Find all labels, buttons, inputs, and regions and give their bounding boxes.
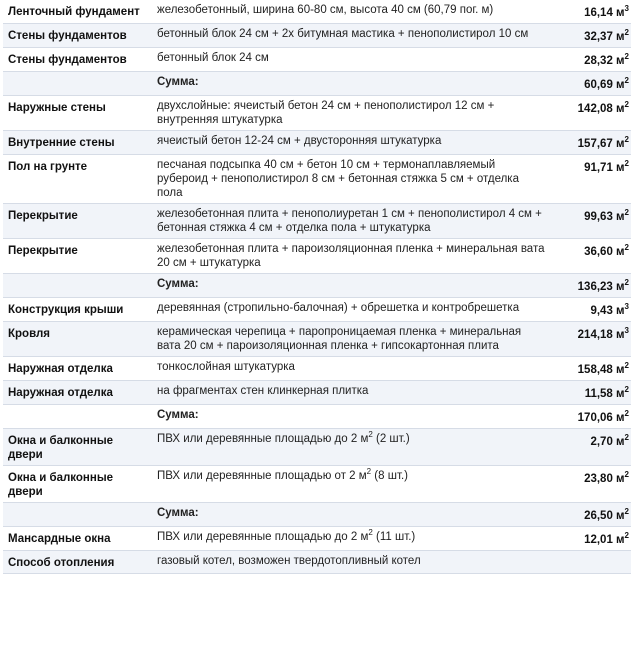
element-description bbox=[153, 24, 549, 48]
sum-row bbox=[3, 405, 631, 429]
description-text: бетонный блок 24 см + 2х битумная мастика + пенополистирол 10 см bbox=[157, 28, 529, 40]
description-text: керамическая черепица + паропроницаемая пленка + минеральная вата 20 см + пароизоляционная пленка + гипсокартонная плита bbox=[157, 326, 522, 352]
element-name: Перекрытие bbox=[3, 204, 153, 239]
table-row bbox=[3, 204, 631, 239]
element-value bbox=[549, 381, 631, 405]
value-text: 11,58 м bbox=[584, 388, 625, 400]
unit-exponent: 2 bbox=[624, 135, 629, 144]
table-row bbox=[3, 527, 631, 551]
element-name: Внутренние стены bbox=[3, 131, 153, 155]
unit-exponent: 2 bbox=[624, 433, 629, 442]
element-name: Наружная отделка bbox=[3, 381, 153, 405]
element-name: Пол на грунте bbox=[3, 155, 153, 204]
element-description bbox=[153, 551, 549, 574]
element-description bbox=[153, 204, 549, 239]
element-value bbox=[549, 155, 631, 204]
specification-table bbox=[3, 0, 631, 574]
unit-exponent: 2 bbox=[624, 243, 629, 252]
element-description bbox=[153, 298, 549, 322]
description-text: двухслойные: ячеистый бетон 24 см + пенополистирол 12 см + внутренняя штукатурка bbox=[157, 100, 495, 126]
description-text: железобетонный, ширина 60-80 см, высота 40 см (60,79 пог. м) bbox=[157, 4, 494, 16]
description-text: тонкослойная штукатурка bbox=[157, 361, 295, 373]
element-name: Стены фундаментов bbox=[3, 48, 153, 72]
element-description bbox=[153, 466, 549, 503]
value-text: 36,60 м bbox=[584, 246, 625, 258]
table-row bbox=[3, 551, 631, 574]
sum-label bbox=[153, 503, 549, 527]
description-text: (8 шт.) bbox=[371, 470, 408, 482]
value-text: 136,23 м bbox=[577, 281, 625, 293]
element-value bbox=[549, 357, 631, 381]
value-text: 157,67 м bbox=[577, 138, 625, 150]
table-row bbox=[3, 131, 631, 155]
element-value bbox=[549, 24, 631, 48]
table-row bbox=[3, 429, 631, 466]
description-text: ПВХ или деревянные площадью до 2 м bbox=[157, 433, 369, 445]
unit-exponent: 2 bbox=[624, 208, 629, 217]
element-description bbox=[153, 0, 549, 24]
superscript: 2 bbox=[366, 467, 372, 476]
element-value bbox=[549, 48, 631, 72]
superscript: 2 bbox=[368, 528, 373, 537]
unit-exponent: 2 bbox=[624, 159, 629, 168]
unit-exponent: 2 bbox=[624, 52, 629, 61]
element-value bbox=[549, 429, 631, 466]
table-row bbox=[3, 96, 631, 131]
unit-exponent: 2 bbox=[624, 385, 629, 394]
description-text: на фрагментах стен клинкерная плитка bbox=[157, 385, 369, 397]
unit-exponent: 2 bbox=[624, 76, 629, 85]
element-name: Наружные стены bbox=[3, 96, 153, 131]
element-value bbox=[549, 527, 631, 551]
element-value bbox=[549, 131, 631, 155]
element-value bbox=[549, 405, 631, 429]
unit-exponent: 3 bbox=[624, 302, 629, 311]
element-name: Окна и балконные двери bbox=[3, 466, 153, 503]
element-name: Ленточный фундамент bbox=[3, 0, 153, 24]
element-name: Мансардные окна bbox=[3, 527, 153, 551]
element-description bbox=[153, 381, 549, 405]
element-value bbox=[549, 72, 631, 96]
element-value bbox=[549, 551, 631, 574]
table-row bbox=[3, 381, 631, 405]
element-value bbox=[549, 96, 631, 131]
sum-label bbox=[153, 72, 549, 96]
description-text: Сумма: bbox=[157, 409, 199, 421]
description-text: ПВХ или деревянные площадью до 2 м bbox=[157, 531, 369, 543]
table-row bbox=[3, 24, 631, 48]
unit-exponent: 2 bbox=[624, 507, 629, 516]
element-description bbox=[153, 131, 549, 155]
element-value bbox=[549, 503, 631, 527]
element-description bbox=[153, 429, 549, 466]
table-row bbox=[3, 466, 631, 503]
unit-exponent: 2 bbox=[624, 28, 629, 37]
value-text: 158,48 м bbox=[577, 364, 625, 376]
description-text: (2 шт.) bbox=[372, 433, 410, 445]
sum-row bbox=[3, 72, 631, 96]
element-name bbox=[3, 503, 153, 527]
table-row bbox=[3, 322, 631, 357]
element-name bbox=[3, 405, 153, 429]
unit-exponent: 2 bbox=[624, 278, 629, 287]
value-text: 9,43 м bbox=[590, 305, 625, 317]
element-description bbox=[153, 48, 549, 72]
element-description bbox=[153, 322, 549, 357]
table-row bbox=[3, 155, 631, 204]
superscript: 2 bbox=[368, 430, 373, 439]
element-value bbox=[549, 466, 631, 503]
element-description bbox=[153, 96, 549, 131]
description-text: (11 шт.) bbox=[372, 531, 416, 543]
element-value bbox=[549, 298, 631, 322]
value-text: 170,06 м bbox=[577, 412, 625, 424]
value-text: 26,50 м bbox=[584, 510, 625, 522]
table-row bbox=[3, 48, 631, 72]
unit-exponent: 2 bbox=[624, 409, 629, 418]
value-text: 2,70 м bbox=[590, 436, 625, 448]
element-value bbox=[549, 274, 631, 298]
element-name: Кровля bbox=[3, 322, 153, 357]
value-text: 142,08 м bbox=[577, 103, 625, 115]
description-text: газовый котел, возможен твердотопливный котел bbox=[157, 555, 421, 567]
unit-exponent: 3 bbox=[624, 326, 629, 335]
unit-exponent: 3 bbox=[624, 4, 629, 13]
element-description bbox=[153, 155, 549, 204]
element-value bbox=[549, 204, 631, 239]
sum-row bbox=[3, 503, 631, 527]
unit-exponent: 2 bbox=[624, 361, 629, 370]
element-description bbox=[153, 527, 549, 551]
element-value bbox=[549, 239, 631, 274]
table-row bbox=[3, 298, 631, 322]
value-text: 23,80 м bbox=[584, 473, 625, 485]
description-text: Сумма: bbox=[157, 76, 199, 88]
table-row bbox=[3, 0, 631, 24]
description-text: ячеистый бетон 12-24 см + двусторонняя штукатурка bbox=[157, 135, 442, 147]
description-text: бетонный блок 24 см bbox=[157, 52, 269, 64]
unit-exponent: 2 bbox=[624, 470, 629, 479]
value-text: 32,37 м bbox=[584, 31, 625, 43]
element-name: Способ отопления bbox=[3, 551, 153, 574]
description-text: Сумма: bbox=[157, 278, 199, 290]
element-name bbox=[3, 274, 153, 298]
table-row bbox=[3, 239, 631, 274]
specification-table-body bbox=[3, 0, 631, 574]
element-description bbox=[153, 357, 549, 381]
value-text: 60,69 м bbox=[584, 79, 625, 91]
element-name: Наружная отделка bbox=[3, 357, 153, 381]
description-text: песчаная подсыпка 40 см + бетон 10 см + термонаплавляемый рубероид + пенополистирол 8 см + бетонная стяжка 5 см + отделка пола bbox=[157, 159, 519, 199]
element-name: Окна и балконные двери bbox=[3, 429, 153, 466]
sum-label bbox=[153, 405, 549, 429]
sum-row bbox=[3, 274, 631, 298]
element-name: Перекрытие bbox=[3, 239, 153, 274]
element-value bbox=[549, 322, 631, 357]
value-text: 214,18 м bbox=[577, 329, 625, 341]
value-text: 12,01 м bbox=[584, 534, 625, 546]
value-text: 91,71 м bbox=[584, 162, 625, 174]
description-text: железобетонная плита + пароизоляционная пленка + минеральная вата 20 см + штукатурка bbox=[157, 243, 545, 269]
description-text: железобетонная плита + пенополиуретан 1 см + пенополистирол 4 см + бетонная стяжка 4 см + отделка пола + штукатурка bbox=[157, 208, 542, 234]
table-row bbox=[3, 357, 631, 381]
description-text: деревянная (стропильно-балочная) + обрешетка и контробрешетка bbox=[157, 302, 520, 314]
description-text: ПВХ или деревянные площадью от 2 м bbox=[157, 470, 367, 482]
element-name: Конструкция крыши bbox=[3, 298, 153, 322]
element-name: Стены фундаментов bbox=[3, 24, 153, 48]
sum-label bbox=[153, 274, 549, 298]
value-text: 28,32 м bbox=[584, 55, 625, 67]
unit-exponent: 2 bbox=[624, 100, 629, 109]
element-name bbox=[3, 72, 153, 96]
element-value bbox=[549, 0, 631, 24]
value-text: 16,14 м bbox=[584, 7, 625, 19]
element-description bbox=[153, 239, 549, 274]
value-text: 99,63 м bbox=[584, 211, 625, 223]
description-text: Сумма: bbox=[157, 507, 199, 519]
unit-exponent: 2 bbox=[624, 531, 629, 540]
